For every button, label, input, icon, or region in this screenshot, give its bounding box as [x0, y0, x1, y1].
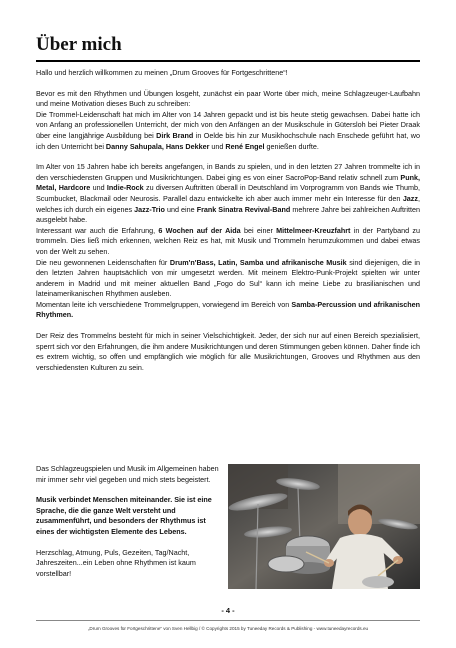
paragraph-intro-career [36, 89, 420, 153]
bold-text: Punk, Metal, Hardcore [36, 172, 420, 193]
bold-text: Dirk Brand [156, 130, 194, 140]
text: und eine [164, 204, 197, 214]
bold-text: Jazz [402, 193, 418, 203]
text: bei einer [240, 225, 277, 235]
drummer-photo [228, 464, 420, 589]
page-title: Über mich [36, 34, 122, 55]
footer-divider [36, 620, 420, 621]
page-number: - 4 - [221, 606, 235, 615]
bold-text: Indie-Rock [106, 183, 144, 193]
drummer-photo-image [228, 464, 420, 589]
greeting-paragraph: Hallo und herzlich willkommen zu meinen „Drum Grooves für Fortgeschrittene“! [36, 68, 288, 77]
text: Im Alter von 15 Jahren habe ich bereits angefangen, in Bands zu spielen, und in den letzten 27 Jahren trommelte ich in den verschiedensten Gruppen und Musikrichtungen. Dabei ging es von einer SacroPop-Band relativ schnell zum [36, 162, 420, 182]
bold-text: Frank Sinatra Revival-Band [196, 204, 291, 214]
main-text [36, 68, 420, 383]
bold-text: René Engel [225, 141, 265, 151]
text: , welches ich durch ein eigenes [36, 193, 420, 214]
text: und [90, 183, 107, 193]
bold-text: Jazz-Trio [134, 204, 165, 214]
left-paragraph-3: Herzschlag, Atmung, Puls, Gezeiten, Tag/Nacht, Jahreszeiten...ein Leben ohne Rhythmen ist kaum vorstellbar! [36, 547, 196, 578]
text: Bevor es mit den Rhythmen und Übungen losgeht, zunächst ein paar Worte über mich, meine Schlagzeuger-Laufbahn und meine Motivation dieses Buch zu schreiben: [36, 88, 420, 109]
bold-text: 6 Wochen auf der Aida [158, 225, 241, 235]
paragraph-aida [36, 226, 420, 258]
paragraph-bands [36, 162, 420, 226]
text: sind diejenigen, die in den letzten Jahren hauptsächlich von mir umgesetzt werden. Mit meinem Elektro-Punk-Projekt spielten wir unter anderem in Madrid und mit meiner aktuellen Band „Fogo do Sul“ kann ich meine Liebe zu brasilianischen und lateinamerikanischen Rhythmen ausleben. [36, 257, 421, 299]
footer-credit: „Drum Grooves für Fortgeschrittene“ von Sven Hellbig / © Copyrights 2015 by Tuneeday Records & Publishing - www.tuneedayrecords.eu [87, 626, 369, 631]
text: Die neu gewonnenen Leidenschaften für [36, 257, 170, 267]
bottom-section [36, 464, 420, 589]
text: Die Trommel-Leidenschaft hat mich im Alter von 14 Jahren gepackt und ist bis heute stetig gewachsen. Dabei hatte ich von Anfang an professionellen Unterricht, der mich von den Anfängen an der Musikschule in Gütersloh bei Pieter Draak über eine langjährige Ausbildung bei [36, 109, 420, 140]
bold-text: Drum'n'Bass, Latin, Samba und afrikanische Musik [169, 257, 347, 267]
paragraph-styles [36, 258, 420, 300]
text: zu diversen Auftritten überall in Deutschland im Vorprogramm von Bands wie Thumb, Scumbucket, Blackmail oder Neurosis. Parallel dazu entwickelte ich aber auch immer mehr ein Interesse für den [36, 183, 420, 203]
text: in Oelde bis hin zur Musikhochschule nach Enschede geführt hat, wo ich den Unterricht bei [36, 130, 420, 151]
title-underline [36, 60, 420, 62]
text: Momentan leite ich verschiedene Trommelgruppen, vorwiegend im Bereich von [36, 299, 292, 309]
bold-text: Musik verbindet Menschen miteinander. Sie ist eine Sprache, die die ganze Welt versteht und zusammenführt, und besonders der Rhythmus ist eines der wichtigsten Elemente des Lebens. [36, 495, 212, 536]
left-column [36, 464, 220, 589]
text: in der Partyband zu trommeln. Dies ließ mich erkennen, welchen Reiz es hat, mit Musik und Trommeln herumzukommen und dabei etwas von der Welt zu sehen. [36, 225, 420, 256]
bold-text: Danny Sahupala, Hans Dekker [105, 141, 210, 151]
text: Interessant war auch die Erfahrung, [36, 225, 159, 235]
bold-text: Samba-Percussion und afrikanischen Rhythmen. [36, 299, 421, 320]
left-paragraph-1: Das Schlagzeugspielen und Musik im Allgemeinen haben mir immer sehr viel gegeben und mich stets begeistert. [36, 464, 219, 484]
paragraph-groups [36, 300, 420, 321]
text: genießen durfte. [264, 141, 319, 151]
text: mehrere Jahre bei zahlreichen Auftritten ausgelebt habe. [36, 204, 421, 225]
paragraph-appeal: Der Reiz des Trommelns besteht für mich in seiner Vielschichtigkeit. Jeder, der sich nur auf einen Bereich spezialisiert, sperrt sich vor den Erfahrungen, die ihm andere Musikrichtungen und deren Stimmungen geben können. Daher finde ich es extrem wichtig, so offen und empfänglich wie möglich für alle Musikrichtungen, Grooves und Rhythmen aus den verschiedensten Kulturen zu sein. [36, 331, 420, 372]
left-paragraph-2 [36, 495, 220, 537]
bold-text: Mittelmeer-Kreuzfahrt [276, 225, 351, 235]
text: und [209, 141, 226, 151]
